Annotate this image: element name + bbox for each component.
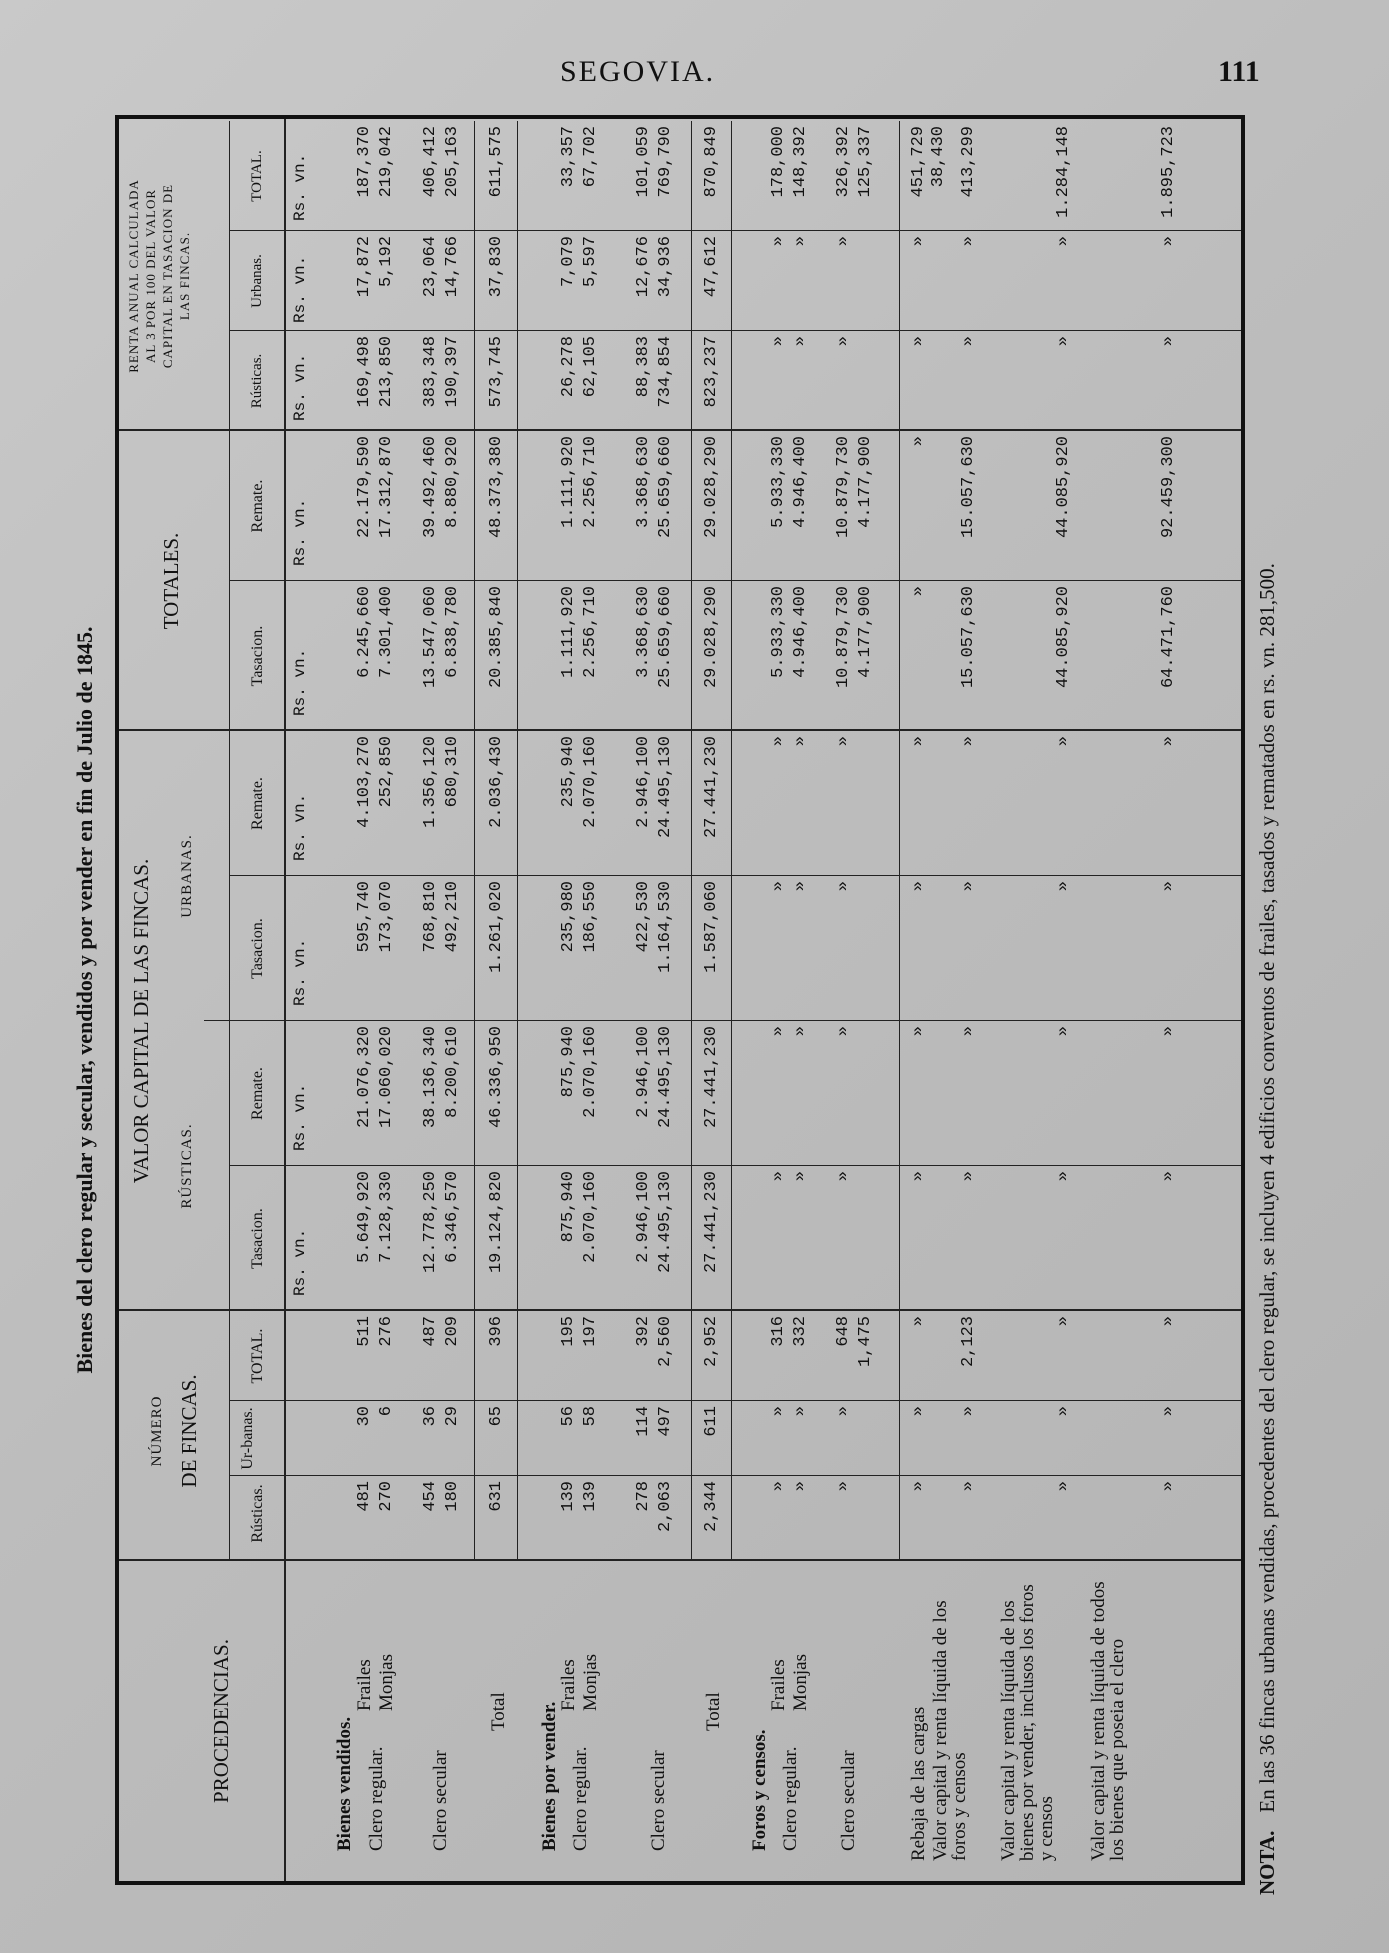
header-remate-r: Remate. [249,1067,266,1120]
col-divider [229,1400,1241,1401]
cell-v-secular1-4: 38.136,340 [421,1026,440,1129]
header-bottom-rule [284,119,286,1881]
cell-rebaja-7: » [909,586,928,597]
cell-valor2-9: » [1054,336,1073,347]
cell-v-monjas-1: 6 [377,1406,396,1417]
total-rule [517,121,518,1559]
cell-valor3-10: » [1159,236,1178,247]
cell-v-frailes-5: 595,740 [355,881,374,953]
cell-f-monjas-1: » [791,1406,810,1417]
cell-v-secular2-5: 492,210 [443,881,462,953]
data-table [115,115,1245,1885]
col-divider [119,1309,1241,1311]
label-clero-secular: Clero secular [430,1750,451,1851]
cell-v-frailes-9: 169,498 [355,336,374,408]
cell-p-total-2: 2,952 [702,1316,721,1368]
label-total: Total [488,1692,509,1731]
cell-f-secular1-5: » [834,881,853,892]
cell-f-frailes-1: » [769,1406,788,1417]
cell-v-monjas-6: 252,850 [377,736,396,808]
header-renta-line-2: AL 3 POR 100 DEL VALOR [143,188,158,364]
label-clero-regular: Clero regular. [570,1746,591,1851]
cell-valor3-7: 64.471,760 [1159,586,1178,689]
cell-v-total-9: 573,745 [487,336,506,408]
cell-f-secular1-0: » [834,1481,853,1492]
cell-valor3-0: » [1159,1481,1178,1492]
cell-v-secular1-1: 36 [421,1406,440,1427]
cell-f-secular1-11: 326,392 [834,126,853,198]
cell-p-secular1-0: 278 [634,1481,653,1512]
col-divider [204,1020,1241,1021]
cell-v-secular2-2: 209 [443,1316,462,1347]
header-renta-line-1: RENTA ANUAL CALCULADA [126,179,141,373]
cell-v-secular2-7: 6.838,780 [443,586,462,678]
section-foros: Foros y censos. [749,1729,770,1851]
cell-p-secular1-6: 2.946,100 [634,736,653,828]
section-rule [899,121,900,1559]
cell-p-total-0: 2,344 [702,1481,721,1533]
cell-f-monjas-11: 148,392 [791,126,810,198]
col-divider [119,429,1241,431]
cell-v-total-2: 396 [487,1316,506,1347]
cell-p-secular1-1: 114 [634,1406,653,1437]
cell-p-frailes-6: 235,940 [559,736,578,808]
cell-v-monjas-11: 219,042 [377,126,396,198]
cell-rebaja-0: » [909,1481,928,1492]
cell-rebaja-1: » [909,1406,928,1417]
cell-p-secular1-7: 3.368,630 [634,586,653,678]
cell-valor2-2: » [1054,1316,1073,1327]
cell-valor1-11: 413,299 [959,126,978,198]
col-divider [229,1165,1241,1166]
cell-v-secular2-4: 8.200,610 [443,1026,462,1118]
cell-p-monjas-6: 2.070,160 [581,736,600,828]
cell-f-monjas-10: » [791,236,810,247]
header-renta [125,121,193,431]
unit-label: Rs. vn. [291,648,309,716]
cell-f-frailes-4: » [769,1026,788,1037]
header-totales: TOTALES. [159,532,183,630]
cell-v-total-5: 1.261,020 [487,881,506,973]
cell-rebaja-6: » [909,736,928,747]
cell-p-secular2-7: 25.659,660 [656,586,675,689]
col-divider [229,580,1241,581]
cell-f-monjas-5: » [791,881,810,892]
label-valor-por-vender: Valor capital y renta líquida de los bienes por vender, inclusos los foros y censos [998,1584,1057,1861]
cell-v-total-7: 20.385,840 [487,586,506,689]
cell-p-total-5: 1.587,060 [702,881,721,973]
cell-valor2-10: » [1054,236,1073,247]
cell-valor1-0: » [959,1481,978,1492]
col-divider [119,1559,1241,1561]
unit-label: Rs. vn. [291,498,309,566]
cell-f-monjas-9: » [791,336,810,347]
cell-valor3-9: » [1159,336,1178,347]
page-number: 111 [1218,55,1260,88]
header-renta-urbanas: Urbanas. [249,254,265,308]
cell-f-monjas-6: » [791,736,810,747]
cell-v-secular1-6: 1.356,120 [421,736,440,828]
cell-p-frailes-5: 235,980 [559,881,578,953]
cell-p-total-9: 823,237 [702,336,721,408]
total-rule [474,121,475,1559]
col-divider [229,1475,1241,1476]
section-por-vender: Bienes por vender. [539,1701,560,1851]
cell-p-frailes-4: 875,940 [559,1026,578,1098]
label-valor-foros: Valor capital y renta líquida de los foros y censos [930,1600,970,1861]
cell-v-secular1-0: 454 [421,1481,440,1512]
cell-f-secular1-6: » [834,736,853,747]
cell-f-frailes-7: 5.933,330 [769,586,788,678]
cell-v-total-4: 46.336,950 [487,1026,506,1129]
cell-p-secular2-0: 2,063 [656,1481,675,1533]
cell-f-monjas-4: » [791,1026,810,1037]
cell-p-monjas-4: 2.070,160 [581,1026,600,1118]
cell-valor1-7: 15.057,630 [959,586,978,689]
header-urbanas: Ur-banas. [239,1407,256,1470]
cell-v-secular2-11: 205,163 [443,126,462,198]
header-total: TOTAL. [249,1328,266,1384]
cell-valor2-3: » [1054,1171,1073,1182]
header-urbanas-upper: URBANAS. [179,834,195,918]
label-clero-secular: Clero secular [648,1750,669,1851]
label-monjas: Monjas [376,1654,397,1711]
table-caption: Bienes del clero regular y secular, vendidos y por vender en fin de Julio de 1845. [72,626,97,1374]
cell-p-secular2-6: 24.495,130 [656,736,675,839]
cell-v-monjas-4: 17.060,020 [377,1026,396,1129]
header-rusticas-upper: RÚSTICAS. [179,1123,195,1209]
label-clero-regular: Clero regular. [366,1746,387,1851]
cell-valor3-11: 1.895,723 [1159,126,1178,218]
cell-rebaja-11: 451,729 [909,126,928,198]
cell-f-secular2-7: 4.177,900 [856,586,875,678]
cell-v-secular1-5: 768,810 [421,881,440,953]
cell-v-frailes-3: 5.649,920 [355,1171,374,1263]
cell-rebaja-4: » [909,1026,928,1037]
cell-p-secular1-4: 2.946,100 [634,1026,653,1118]
cell-v-secular1-3: 12.778,250 [421,1171,440,1274]
cell-p-monjas-2: 197 [581,1316,600,1347]
cell-v-frailes-8: 22.179,590 [355,436,374,539]
cell-p-total-4: 27.441,230 [702,1026,721,1129]
cell-v-secular1-11: 406,412 [421,126,440,198]
cell-p-total-3: 27.441,230 [702,1171,721,1274]
cell-v-secular2-10: 14,766 [443,236,462,298]
header-renta-line-4: LAS FINCAS. [177,231,192,321]
cell-v-secular2-0: 180 [443,1481,462,1512]
label-total: Total [703,1692,724,1731]
cell-valor2-8: 44.085,920 [1054,436,1073,539]
cell-p-monjas-11: 67,702 [581,126,600,188]
cell-v-frailes-11: 187,370 [355,126,374,198]
cell-f-secular2-11: 125,337 [856,126,875,198]
cell-valor3-5: » [1159,881,1178,892]
label-monjas: Monjas [580,1654,601,1711]
cell-p-monjas-3: 2.070,160 [581,1171,600,1263]
cell-p-monjas-0: 139 [581,1481,600,1512]
cell-p-frailes-10: 7,079 [559,236,578,288]
cell-f-frailes-10: » [769,236,788,247]
cell-f-secular1-9: » [834,336,853,347]
cell-p-secular2-10: 34,936 [656,236,675,298]
cell-p-frailes-0: 139 [559,1481,578,1512]
cell-valor2-4: » [1054,1026,1073,1037]
cell-p-monjas-10: 5,597 [581,236,600,288]
cell-p-frailes-9: 26,278 [559,336,578,398]
cell-f-monjas-8: 4.946,400 [791,436,810,528]
cell-valor2-6: » [1054,736,1073,747]
cell-v-secular1-8: 39.492,460 [421,436,440,539]
label-rebaja: Rebaja de las cargas [908,1706,929,1861]
cell-v-total-10: 37,830 [487,236,506,298]
header-remate-u: Remate. [249,777,266,830]
cell-v-total-6: 2.036,430 [487,736,506,828]
cell-f-secular1-1: » [834,1406,853,1417]
unit-label: Rs. vn. [291,793,309,861]
col-divider [229,875,1241,876]
cell-p-frailes-8: 1.111,920 [559,436,578,528]
cell-valor2-5: » [1054,881,1073,892]
cell-p-total-10: 47,612 [702,236,721,298]
cell-f-secular2-8: 4.177,900 [856,436,875,528]
header-tasacion-u: Tasacion. [249,918,266,979]
cell-valor1-10: » [959,236,978,247]
cell-v-total-1: 65 [487,1406,506,1427]
cell-f-monjas-2: 332 [791,1316,810,1347]
cell-p-total-11: 870,849 [702,126,721,198]
total-rule [691,121,692,1559]
unit-label: Rs. vn. [291,255,309,323]
cell-v-total-3: 19.124,820 [487,1171,506,1274]
cell-p-total-6: 27.441,230 [702,736,721,839]
header-totales-tasacion: Tasacion. [249,625,266,687]
cell-v-frailes-0: 481 [355,1481,374,1512]
cell-p-secular1-10: 12,676 [634,236,653,298]
rotated-table-block [60,105,1310,1895]
header-tasacion-r: Tasacion. [249,1208,266,1269]
cell-p-monjas-8: 2.256,710 [581,436,600,528]
header-renta-line-3: CAPITAL EN TASACION DE [160,183,175,369]
col-divider [229,330,1241,331]
cell-f-secular2-2: 1,475 [856,1316,875,1368]
cell-v-frailes-7: 6.245,660 [355,586,374,678]
note-label: NOTA. [1255,1830,1279,1895]
cell-f-monjas-7: 4.946,400 [791,586,810,678]
cell-p-secular2-3: 24.495,130 [656,1171,675,1274]
cell-f-frailes-3: » [769,1171,788,1182]
running-title: SEGOVIA. [560,55,716,88]
note-text: En las 36 fincas urbanas vendidas, procedentes del clero regular, se incluyen 4 edificios conventos de frailes, tasados y rematados en rs. vn. 281,500. [1255,563,1279,1813]
cell-f-monjas-0: » [791,1481,810,1492]
cell-v-monjas-8: 17.312,870 [377,436,396,539]
cell-valor1-6: » [959,736,978,747]
cell-p-frailes-11: 33,357 [559,126,578,188]
cell-f-frailes-8: 5.933,330 [769,436,788,528]
cell-v-monjas-7: 7.301,400 [377,586,396,678]
cell-p-monjas-1: 58 [581,1406,600,1427]
cell-rebaja-10: » [909,236,928,247]
cell-v-total-8: 48.373,380 [487,436,506,539]
cell-v-total-11: 611,575 [487,126,506,198]
cell-f-frailes-2: 316 [769,1316,788,1347]
cell-v-total-0: 631 [487,1481,506,1512]
header-renta-total: TOTAL. [249,150,265,202]
cell-p-frailes-7: 1.111,920 [559,586,578,678]
cell-rebaja-8: » [909,436,928,447]
cell-valor3-8: 92.459,300 [1159,436,1178,539]
total-rule [731,121,732,1559]
label-clero-regular: Clero regular. [780,1746,801,1851]
cell-p-secular1-11: 101,059 [634,126,653,198]
label-monjas: Monjas [790,1654,811,1711]
header-rusticas: Rústicas. [249,1484,266,1543]
cell-v-monjas-10: 5,192 [377,236,396,288]
cell-f-secular1-7: 10.879,730 [834,586,853,689]
cell-p-secular2-9: 734,854 [656,336,675,408]
label-frailes: Frailes [768,1659,789,1711]
cell-v-frailes-10: 17,872 [355,236,374,298]
header-numero: NÚMERO [149,1395,165,1467]
cell-f-secular1-3: » [834,1171,853,1182]
unit-label: Rs. vn. [291,153,309,221]
unit-label: Rs. vn. [291,1083,309,1151]
label-frailes: Frailes [354,1659,375,1711]
col-divider [229,230,1241,231]
cell-p-monjas-9: 62,105 [581,336,600,398]
header-valor-capital: VALOR CAPITAL DE LAS FINCAS. [129,858,153,1184]
cell-valor1-9: » [959,336,978,347]
cell-valor1-2: 2,123 [959,1316,978,1368]
cell-p-frailes-2: 195 [559,1316,578,1347]
cell-v-secular1-10: 23,064 [421,236,440,298]
cell-valor2-0: » [1054,1481,1073,1492]
header-procedencias: PROCEDENCIAS. [209,1639,233,1803]
cell-rebaja-2: » [909,1316,928,1327]
cell-v-frailes-6: 4.103,270 [355,736,374,828]
cell-f-frailes-5: » [769,881,788,892]
unit-label: Rs. vn. [291,1228,309,1296]
cell-v-frailes-2: 511 [355,1316,374,1347]
cell-f-secular1-8: 10.879,730 [834,436,853,539]
cell-v-monjas-0: 270 [377,1481,396,1512]
cell-p-total-7: 29.028,290 [702,586,721,689]
header-de-fincas: DE FINCAS. [177,1374,201,1488]
cell-valor2-7: 44.085,920 [1054,586,1073,689]
cell-p-secular2-4: 24.495,130 [656,1026,675,1129]
footnote [1255,105,1280,1895]
cell-valor1-8: 15.057,630 [959,436,978,539]
cell-valor3-3: » [1159,1171,1178,1182]
cell-p-secular1-8: 3.368,630 [634,436,653,528]
cell-p-secular1-3: 2.946,100 [634,1171,653,1263]
header-renta-rusticas: Rústicas. [249,353,265,409]
cell-p-secular2-1: 497 [656,1406,675,1437]
cell-v-monjas-9: 213,850 [377,336,396,408]
label-valor-todos: Valor capital y renta líquida de todos los bienes que poseia el clero [1088,1581,1128,1861]
cell-p-secular2-2: 2,560 [656,1316,675,1368]
cell-f-frailes-9: » [769,336,788,347]
cell-v-frailes-4: 21.076,320 [355,1026,374,1129]
cell-p-total-8: 29.028,290 [702,436,721,539]
cell-valor1-1: » [959,1406,978,1417]
cell-v-frailes-1: 30 [355,1406,374,1427]
cell-rebaja-3: » [909,1171,928,1182]
cell-v-secular2-6: 680,310 [443,736,462,808]
label-clero-secular: Clero secular [838,1750,859,1851]
cell-p-frailes-1: 56 [559,1406,578,1427]
cell-v-secular2-8: 8.880,920 [443,436,462,528]
running-head [0,0,1389,110]
section-vendidos: Bienes vendidos. [334,1716,355,1851]
cell-p-secular1-9: 88,383 [634,336,653,398]
header-rule [229,121,230,1559]
cell-v-secular2-1: 29 [443,1406,462,1427]
cell-p-secular2-11: 769,790 [656,126,675,198]
cell-v-secular2-3: 6.346,570 [443,1171,462,1263]
cell-valor2-1: » [1054,1406,1073,1417]
unit-label: Rs. vn. [291,938,309,1006]
cell-valor2-11: 1.284,148 [1054,126,1073,218]
cell-valor1-3: » [959,1171,978,1182]
cell-v-secular1-9: 383,348 [421,336,440,408]
cell-v-secular2-9: 190,397 [443,336,462,408]
cell-rebaja-5: » [909,881,928,892]
cell-f-secular1-10: » [834,236,853,247]
header-totales-remate: Remate. [249,479,266,533]
cell-f-frailes-0: » [769,1481,788,1492]
col-divider [119,729,1241,731]
cell-f-monjas-3: » [791,1171,810,1182]
cell-f-secular1-2: 648 [834,1316,853,1347]
cell-v-monjas-5: 173,070 [377,881,396,953]
cell-f-secular1-4: » [834,1026,853,1037]
cell-f-frailes-6: » [769,736,788,747]
cell-valor3-6: » [1159,736,1178,747]
cell-valor1-5: » [959,881,978,892]
cell-v-secular1-7: 13.547,060 [421,586,440,689]
label-frailes: Frailes [558,1659,579,1711]
cell-p-total-1: 611 [702,1406,721,1437]
cell-rebaja-9: » [909,336,928,347]
cell-p-secular1-5: 422,530 [634,881,653,953]
cell-p-monjas-5: 186,550 [581,881,600,953]
cell-p-secular1-2: 392 [634,1316,653,1347]
cell-v-monjas-2: 276 [377,1316,396,1347]
cell-f-frailes-11: 178,000 [769,126,788,198]
cell-p-monjas-7: 2.256,710 [581,586,600,678]
cell-rebaja2-11: 38,430 [929,126,948,188]
unit-label: Rs. vn. [291,353,309,421]
cell-valor3-1: » [1159,1406,1178,1417]
cell-p-frailes-3: 875,940 [559,1171,578,1243]
cell-v-secular1-2: 487 [421,1316,440,1347]
cell-valor3-2: » [1159,1316,1178,1327]
cell-valor1-4: » [959,1026,978,1037]
cell-valor3-4: » [1159,1026,1178,1037]
cell-p-secular2-5: 1.164,530 [656,881,675,973]
cell-v-monjas-3: 7.128,330 [377,1171,396,1263]
cell-p-secular2-8: 25.659,660 [656,436,675,539]
